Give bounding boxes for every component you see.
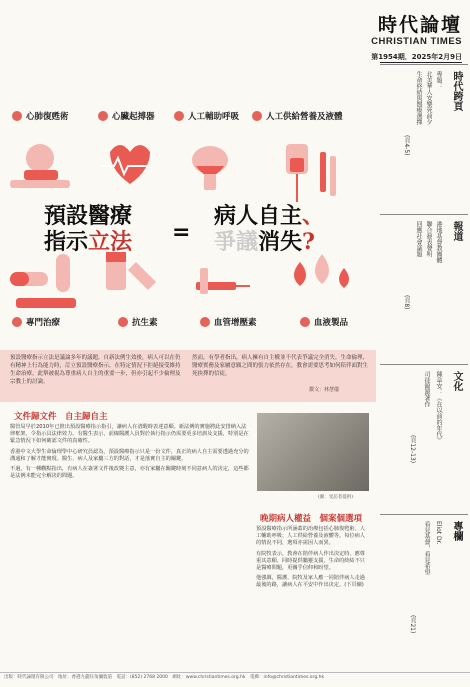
index-section-4[interactable] <box>380 514 468 665</box>
index-item: 回應社會議題 <box>415 221 422 257</box>
heart-icon <box>100 145 150 184</box>
bullet-icon <box>98 111 108 121</box>
article1-body <box>10 424 250 480</box>
index-section-3[interactable] <box>380 364 468 510</box>
article2-para: 有院牧表示，教會在陪伴病人作出決定時，應尊重其意願，同時提供屬靈支援。生命的終結不只是醫療問題，更關乎信仰和盼望。 <box>256 550 365 572</box>
footer-info: 出版：時代論壇有限公司 地址：香港九龍旺角彌敦道 電話：(852) 2768 2000 網址：www.christiantimes.org.hk 電郵：info@christiantimes.org.hk <box>0 672 470 687</box>
index-item: 陳韋安：《在以前的年代》 <box>435 371 442 443</box>
index-item: 司徒錦源著作 <box>423 371 430 407</box>
iv-drip-icon <box>286 144 336 202</box>
bullet-icon <box>174 111 184 121</box>
cpr-icon <box>10 144 70 188</box>
feature-nutrition: 人工供給營養及液體 <box>252 110 343 122</box>
bullet-icon <box>300 317 310 327</box>
blood-bag-icon <box>294 254 349 288</box>
masthead-title-en: CHRISTIAN TIMES <box>371 36 462 47</box>
equals-sign: = <box>172 220 191 245</box>
feature-ventilation: 人工輔助呼吸 <box>174 110 239 122</box>
index-item: 北美華人安樂死前夕 <box>425 71 432 125</box>
article2-para: 預設醫療指示所涵蓋的治療包括心肺復甦術、人工輔助呼吸、人工供給營養及液體等。每位病人的情況不同，選項亦需因人而異。 <box>256 526 365 547</box>
index-head: 專欄 <box>451 521 462 541</box>
byline: 撰文：林慧儀 <box>309 387 340 393</box>
intro-right: 然而，有學者指出，病人擁有自主權並不代表爭議完全消失。生命倫理、醫療實務及家屬意願之間的張力依然存在，教會需要思考如何陪伴面對生死抉擇的信徒。 <box>192 355 369 377</box>
mask-icon <box>192 146 228 190</box>
article1-para: 不過，有一種觀點指出，有病人在簽署文件後改變主意，亦有家屬在關鍵時刻不同意病人的決定，這些都是法例未能完全解決的問題。 <box>10 466 249 480</box>
article2-body <box>256 526 370 590</box>
index-item: 港地基督教團體 <box>435 221 442 263</box>
feature-blood-products: 血液製品 <box>300 316 348 328</box>
bullet-icon <box>200 317 210 327</box>
article1-para: 香港中文大學生命倫理學中心研究員認為，預設醫療指示只是一份文件，真正的病人自主需要透過充分的溝通和了解才能實現。醫生、病人及家屬三方的對話，才是落實自主的關鍵。 <box>10 448 249 462</box>
headline-left: 預設醫療 指示立法 <box>44 203 133 255</box>
index-item: 聯合發表聲明 <box>425 221 432 257</box>
article1-para: 醫管局早於2010年已推出預設醫療指示指引，讓病人在清醒時表達意願。新法例的實施將此安排納入法律框架，令指示具法律效力。有醫生表示，前線醫護人員對於執行指示仍需要更多培訓及支援，特別是在緊急情況下如何確認文件的真確性。 <box>10 424 249 445</box>
masthead-title-cn: 時代論壇 <box>377 14 462 36</box>
article2-heading: 晚期病人權益 個案個選項 <box>260 514 363 524</box>
pills-icon <box>10 254 76 308</box>
feature-pacemaker: 心臟起搏器 <box>98 110 155 122</box>
syringe-icon <box>196 268 250 294</box>
index-page: (頁4-5) <box>403 135 410 156</box>
bullet-icon <box>12 317 22 327</box>
feature-vasopressors: 血管增壓素 <box>200 316 257 328</box>
bullet-icon <box>12 111 22 121</box>
feature-cpr: 心肺復甦術 <box>12 110 69 122</box>
headline-right: 病人自主、 爭議消失? <box>214 203 325 255</box>
article1-heading: 文件歸文件 自主歸自主 <box>14 412 108 422</box>
index-item: 看見基督，看見希望 <box>423 521 430 575</box>
index-head: 文化 <box>451 371 462 391</box>
bullet-icon <box>252 111 262 121</box>
interviewee-photo <box>257 413 369 491</box>
masthead-rule <box>380 62 462 63</box>
hero-infographic <box>0 108 376 348</box>
photo-caption: (圖：受訪者提供) <box>318 495 354 500</box>
index-item: Eliot Dr. <box>435 521 442 545</box>
index-head: 時代跨頁 <box>451 71 462 111</box>
article2-para: 他強調，醫護、院牧及家人應一同陪伴病人走過最後的路，讓病人在平安中作出決定。(下頁續) <box>256 575 365 589</box>
feature-antibiotics: 抗生素 <box>118 316 158 328</box>
antibiotic-icon <box>106 252 156 290</box>
index-section-2[interactable] <box>380 214 468 360</box>
index-page: (頁8) <box>403 295 410 310</box>
side-index <box>380 64 468 664</box>
issue-line: 第1954期．2025年2月9日 <box>371 53 462 61</box>
index-head: 報道 <box>451 221 462 241</box>
index-item: 專題： <box>435 71 442 89</box>
index-section-1[interactable] <box>380 64 468 210</box>
index-item: 生命終結與醫療選擇 <box>415 71 422 125</box>
intro-left: 預設醫療指示立法是議論多年的議題，自新法例生效後，病人可以在仍有精神上行為能力時，訂立預設醫療指示，在特定情況下拒絕接受維持生命治療。此舉被視為尊重病人自主的重要一步，但亦引起不少倫理及宗教上的討論。 <box>10 355 181 385</box>
index-page: (頁21) <box>409 615 416 634</box>
index-page: (頁12-13) <box>409 435 416 464</box>
feature-special-treatment: 專門治療 <box>12 316 60 328</box>
bullet-icon <box>118 317 128 327</box>
